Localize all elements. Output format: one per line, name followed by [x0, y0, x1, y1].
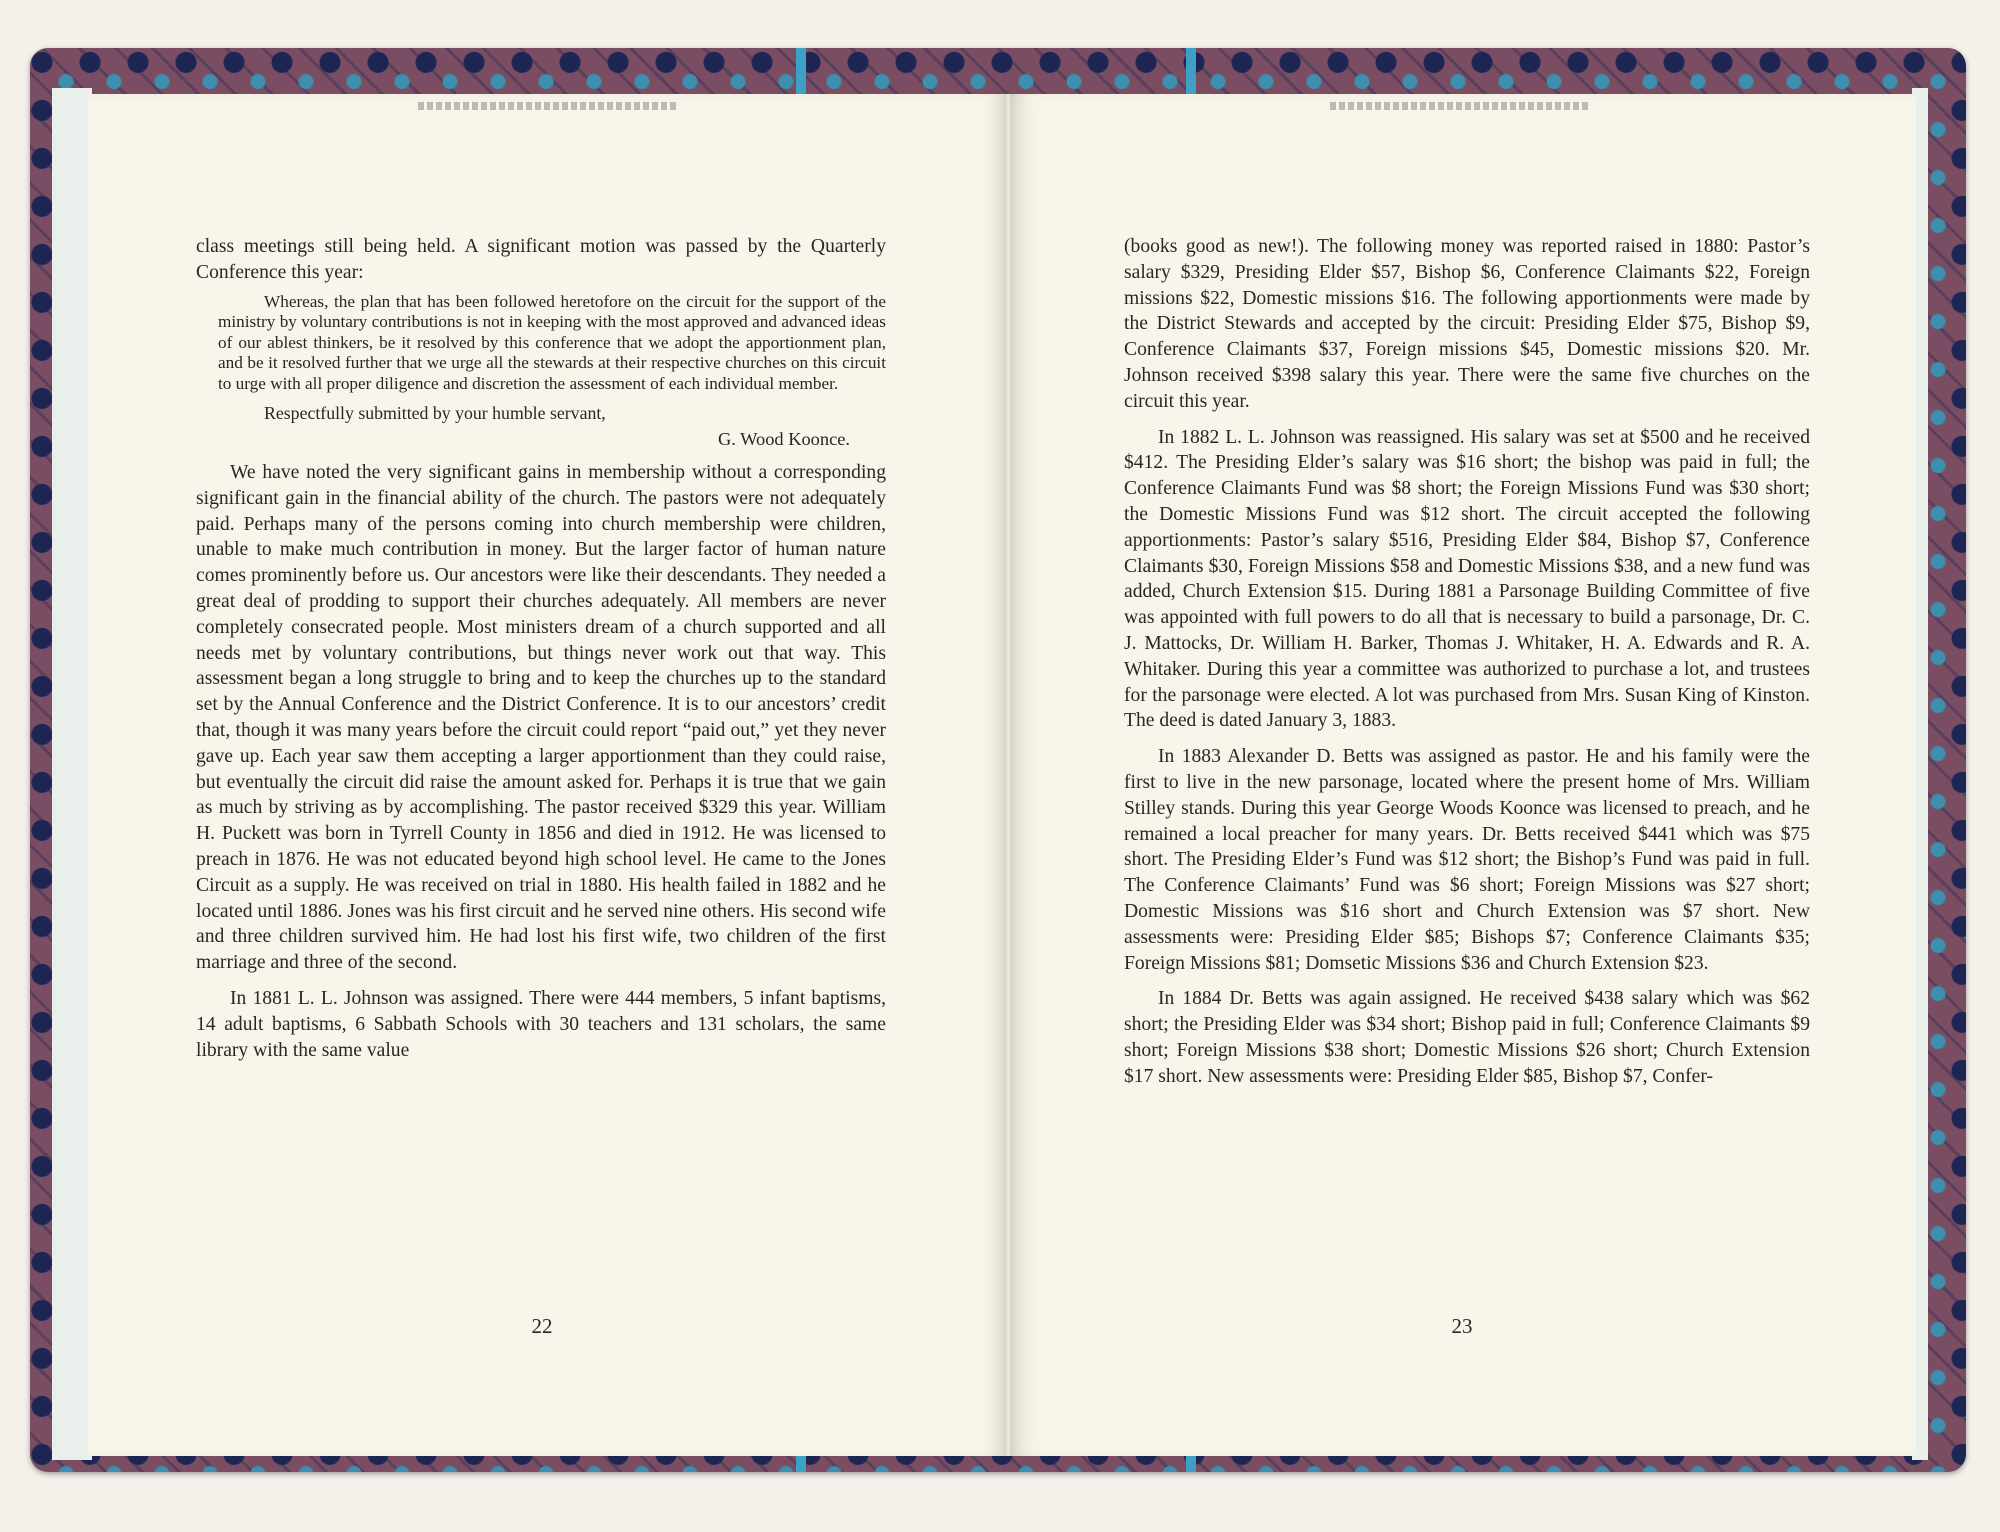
running-head — [1330, 102, 1590, 110]
left-page-text — [196, 234, 886, 1063]
body-paragraph: (books good as new!). The following money was reported raised in 1880: Pastor’s salary $329, Presiding Elder $57, Bishop $6, Conference Claimants $22, Foreign missions $22, Domestic missions $16. The following apportionments were made by the District Stewards and accepted by the circuit: Presiding Elder $75, Bishop $9, Conference Claimants $37, Foreign missions $45, Domestic missions $20. Mr. Johnson received $398 salary this year. There were the same five churches on the circuit this year. — [1124, 236, 1810, 412]
body-paragraph: In 1881 L. L. Johnson was assigned. There were 444 members, 5 infant baptisms, 14 adult baptisms, 6 Sabbath Schools with 30 teachers and 131 scholars, the same library with the same value — [196, 988, 886, 1061]
resolution-quote: Whereas, the plan that has been followed heretofore on the circuit for the support of the ministry by voluntary contributions is not in keeping with the most approved and advanced ideas of our ablest thinkers, be it resolved by this conference that we adopt the apportionment plan, and be it resolved further that we urge all the stewards at their respective churches on this circuit to urge with all proper diligence and discretion the assessment of each individual member. — [218, 291, 886, 393]
right-page-text — [1124, 234, 1810, 1090]
signature: G. Wood Koonce. — [717, 429, 850, 450]
page-number: 23 — [1451, 1314, 1473, 1338]
body-paragraph: In 1882 L. L. Johnson was reassigned. His salary was set at $500 and he received $412. The Presiding Elder’s salary was $16 short; the bishop was paid in full; the Conference Claimants Fund was $8 short; the Foreign Missions Fund was $30 short; the Domestic Missions Fund was $12 short. The circuit accepted the following apportionments: Pastor’s salary $516, Presiding Elder $84, Bishop $7, Conference Claimants $30, Foreign Missions $58 and Domestic Missions $38, and a new fund was added, Church Extension $15. During 1881 a Parsonage Building Committee of five was appointed with full powers to do all that is necessary to build a parsonage, Dr. C. J. Mattocks, Dr. William H. Barker, Thomas J. Whitaker, H. A. Edwards and R. A. Whitaker. During this year a committee was authorized to purchase a lot, and trustees for the parsonage were elected. A lot was purchased from Mrs. Susan King of Kinston. The deed is dated January 3, 1883. — [1124, 426, 1810, 732]
body-paragraph: In 1884 Dr. Betts was again assigned. He received $438 salary which was $62 short; the Presiding Elder was $34 short; Bishop paid in full; Conference Claimants $9 short; Foreign Missions $38 short; Domestic Missions $26 short; Church Extension $17 short. New assessments were: Presiding Elder $85, Bishop $7, Confer- — [1124, 988, 1810, 1087]
body-paragraph: We have noted the very significant gains in membership without a corresponding significant gain in the financial ability of the church. The pastors were not adequately paid. Perhaps many of the persons coming into church membership were children, unable to make much contribution in money. But the larger factor of human nature comes prominently before us. Our ancestors were like their descendants. They needed a great deal of prodding to support their churches adequately. All members are never completely consecrated people. Most ministers dream of a church supported and all needs met by voluntary contributions, but things never work out that way. This assessment began a long struggle to bring and to keep the churches up to the standard set by the Annual Conference and the District Conference. It is to our ancestors’ credit that, though it was many years before the circuit could report “paid out,” yet they never gave up. Each year saw them accepting a larger apportionment than they could raise, but eventually the circuit did raise the amount asked for. Perhaps it is true that we gain as much by striving as by accomplishing. The pastor received $329 this year. William H. Puckett was born in Tyrrell County in 1856 and died in 1912. He was licensed to preach in 1876. He was not educated beyond high school level. He came to the Jones Circuit as a supply. He was received on trial in 1880. His health failed in 1882 and he located until 1886. Jones was his first circuit and he served nine others. His second wife and three children survived him. He had lost his first wife, two children of the first marriage and three of the second. — [196, 462, 886, 974]
intro-paragraph: class meetings still being held. A significant motion was passed by the Quarterly Conference this year: — [196, 236, 886, 283]
running-head — [418, 102, 678, 110]
page-edges-left — [52, 88, 92, 1460]
right-page — [1010, 94, 1916, 1456]
page-number: 22 — [531, 1314, 553, 1338]
signoff-line: Respectfully submitted by your humble servant, — [264, 403, 606, 424]
body-paragraph: In 1883 Alexander D. Betts was assigned as pastor. He and his family were the first to live in the new parsonage, located where the present home of Mrs. William Stilley stands. During this year George Woods Koonce was licensed to preach, and he remained a local preacher for many years. Dr. Betts received $441 which was $75 short. The Presiding Elder’s Fund was $12 short; the Bishop’s Fund was paid in full. The Conference Claimants’ Fund was $6 short; Foreign Missions was $27 short; Domestic Missions was $16 short and Church Extension was $7 short. New assessments were: Presiding Elder $85; Bishops $7; Conference Claimants $35; Foreign Missions $81; Domsetic Missions $36 and Church Extension $23. — [1124, 746, 1810, 974]
left-page — [88, 94, 1008, 1456]
